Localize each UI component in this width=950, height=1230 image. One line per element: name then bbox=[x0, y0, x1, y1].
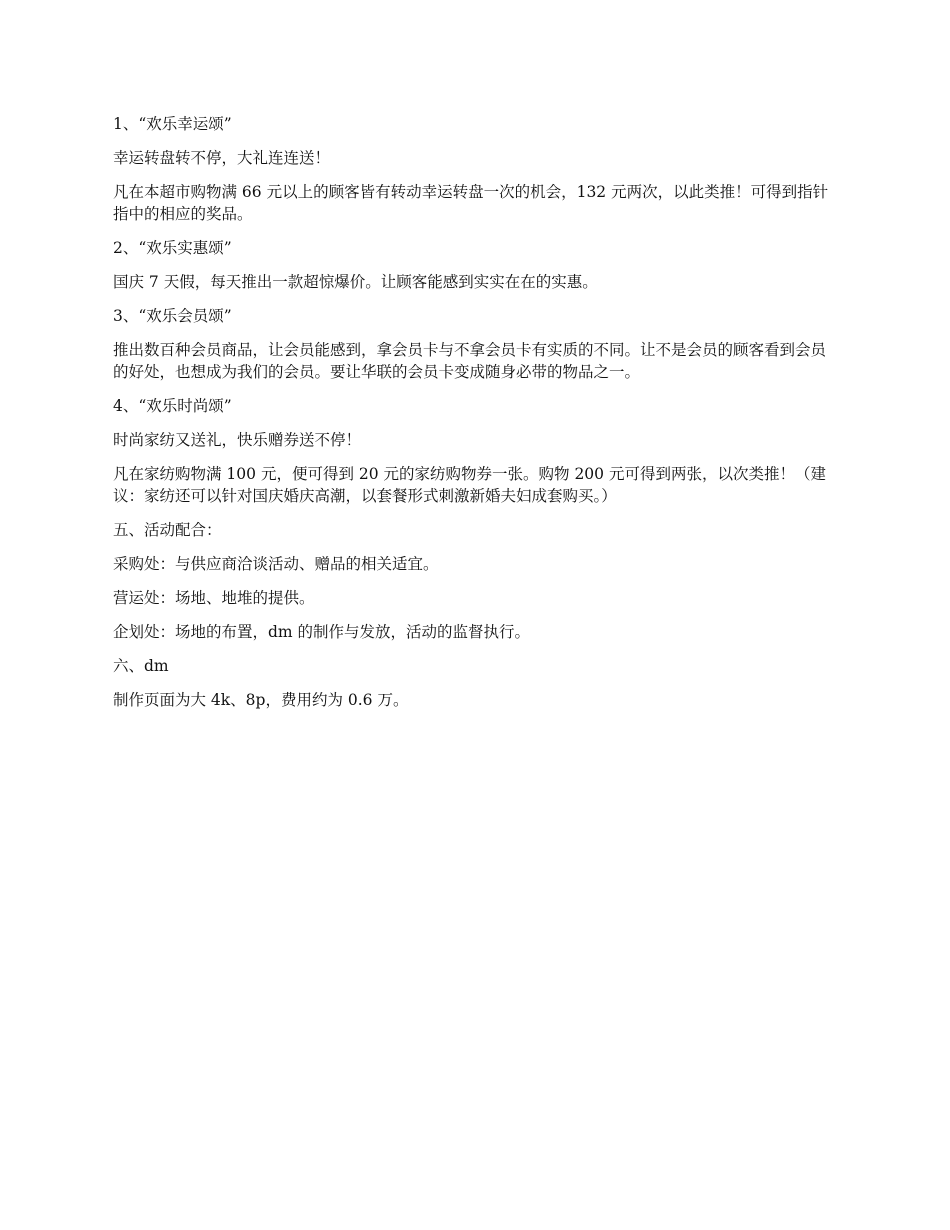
section-heading-value: 2、“欢乐实惠颂” bbox=[113, 239, 232, 257]
paragraph-operations: 营运处：场地、地堆的提供。 bbox=[113, 589, 315, 607]
paragraph-member-detail: 推出数百种会员商品，让会员能感到，拿会员卡与不拿会员卡有实质的不同。让不是会员的顾客看到会员的好处，也想成为我们的会员。要让华联的会员卡变成随身必带的物品之一。 bbox=[113, 341, 827, 381]
paragraph-dm-detail: 制作页面为大 4k、8p，费用约为 0.6 万。 bbox=[113, 691, 409, 709]
section-heading-member: 3、“欢乐会员颂” bbox=[113, 307, 232, 325]
paragraph-fashion-detail: 凡在家纺购物满 100 元，便可得到 20 元的家纺购物券一张。购物 200 元可得到两张，以次类推！（建议：家纺还可以针对国庆婚庆高潮，以套餐形式刺激新婚夫妇成套购买。） bbox=[113, 465, 826, 505]
section-heading-fashion: 4、“欢乐时尚颂” bbox=[113, 397, 232, 415]
document-body bbox=[113, 113, 838, 723]
paragraph-fashion-slogan: 时尚家纺又送礼，快乐赠券送不停！ bbox=[113, 431, 362, 449]
paragraph-lucky-slogan: 幸运转盘转不停，大礼连连送！ bbox=[113, 149, 331, 167]
paragraph-lucky-detail: 凡在本超市购物满 66 元以上的顾客皆有转动幸运转盘一次的机会，132 元两次，以此类推！可得到指针指中的相应的奖品。 bbox=[113, 183, 829, 223]
section-heading-coordination: 五、活动配合： bbox=[113, 521, 222, 539]
paragraph-planning: 企划处：场地的布置，dm 的制作与发放，活动的监督执行。 bbox=[113, 623, 531, 641]
paragraph-purchasing: 采购处：与供应商洽谈活动、赠品的相关适宜。 bbox=[113, 555, 439, 573]
paragraph-value-detail: 国庆 7 天假，每天推出一款超惊爆价。让顾客能感到实实在在的实惠。 bbox=[113, 273, 598, 291]
section-heading-lucky: 1、“欢乐幸运颂” bbox=[113, 115, 232, 133]
section-heading-dm: 六、dm bbox=[113, 657, 169, 675]
